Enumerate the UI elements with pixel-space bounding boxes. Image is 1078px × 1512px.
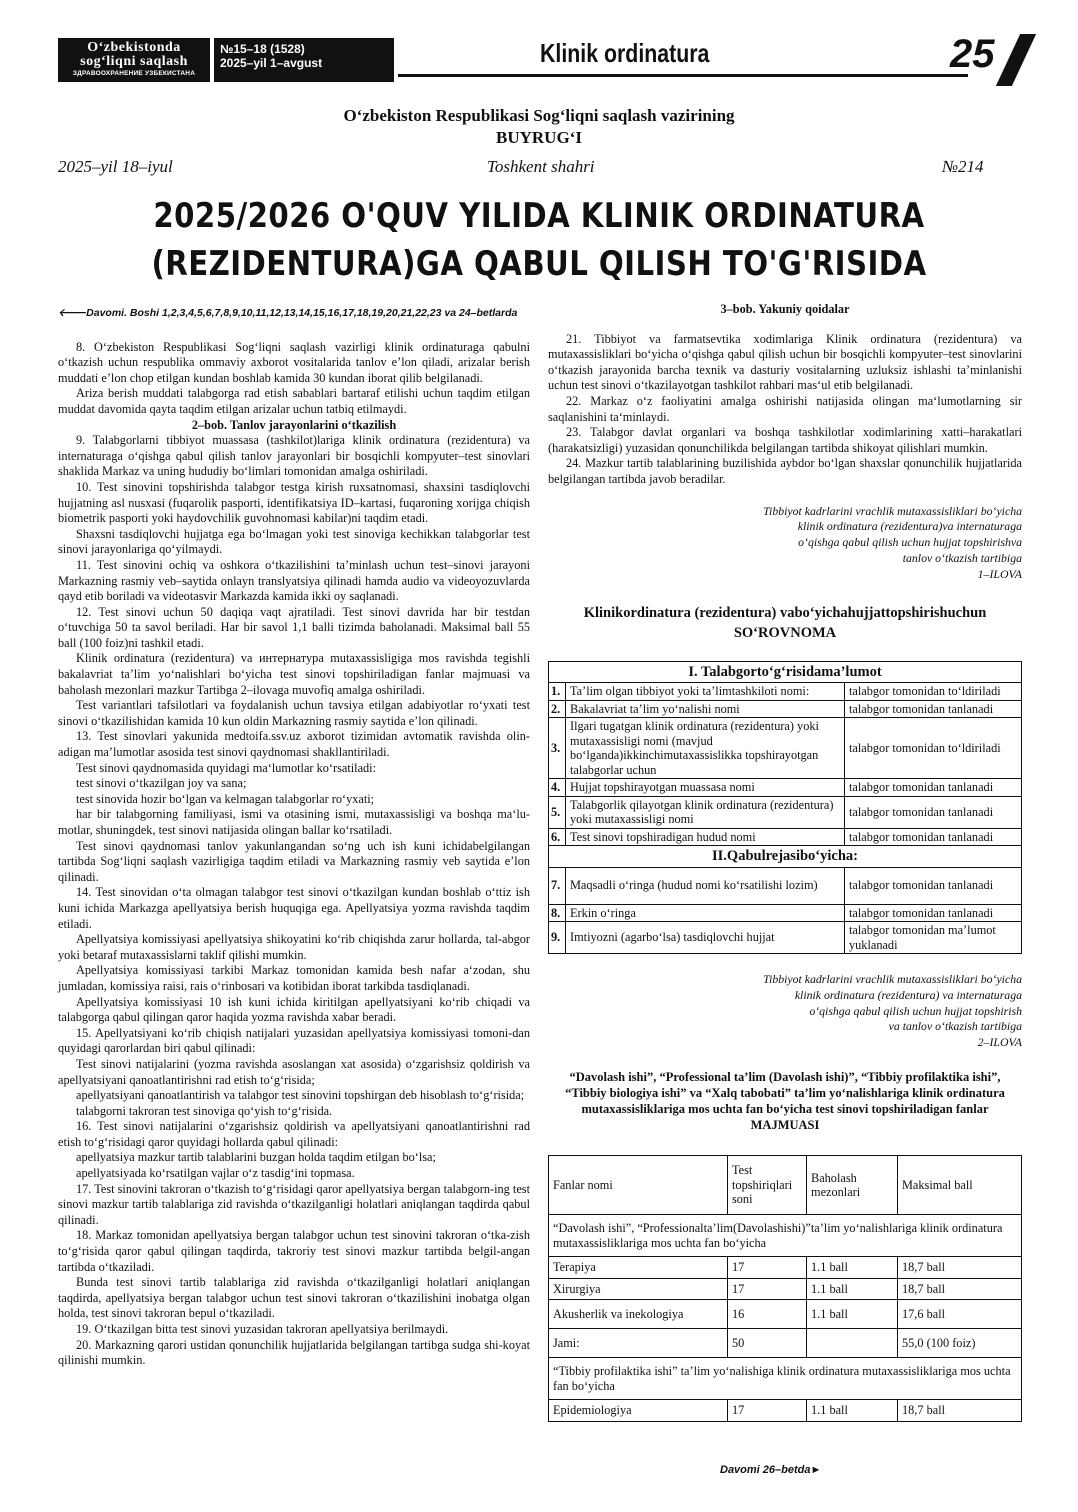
annex-caption-line: va tanlov o‘tkazish tartibiga [888, 1019, 1022, 1034]
subjects-cell-criteria: 1.1 ball [807, 1400, 898, 1422]
left-paragraph: test sinovida hozir bo‘lgan va kelmagan talabgorlar ro‘yxati; [76, 791, 375, 806]
annex-caption-line: klinik ordinatura (rezidentura) va internaturaga [794, 987, 1022, 1002]
row-number: 1. [549, 683, 566, 701]
left-paragraph: 17. Test sinovini takroran o‘tkazish to‘g‘risidagi qaror apellyatsiya bergan talabgorn-ing test sinovi mazkur tartib talablariga zid ravishda o‘tkazilganligi holatlari aniqlangan taqdirda qabul qilinadi. [58, 1181, 530, 1227]
left-paragraph: Bunda test sinovi tartib talablariga zid ravishda o‘tkazilganligi holatlari aniqlangan taqdirda, apellyatsiya bergan talabgor uchun test sinovi takroran o‘tkazilishini inobatga olgan holda, test sinovi takroran bepul o‘tkaziladi. [58, 1275, 530, 1321]
main-title-line-2: (REZIDENTURA)GA QABUL QILISH TO'G'RISIDA [151, 244, 927, 284]
form-row [549, 828, 1022, 846]
left-paragraph: 16. Test sinovi natijalarini o‘zgarishsiz qoldirish va apellyatsiyani qanoatlantirishni rad etish to‘g‘risidagi qaror quyidagi hollarda qabul qilinadi: [58, 1119, 530, 1149]
annex-caption-line: klinik ordinatura (rezidentura)va internaturaga [797, 519, 1022, 534]
application-form-table [548, 661, 1022, 955]
subjects-table [548, 1155, 1022, 1422]
chapter-2-body [58, 433, 530, 1369]
form-row [549, 718, 1022, 779]
annex-2-caption [548, 972, 1022, 1051]
row-number: 4. [549, 779, 566, 797]
masthead [58, 32, 1020, 84]
row-value: talabgor tomonidan to‘ldiriladi [845, 718, 1022, 779]
subjects-cell-count: 50 [728, 1329, 807, 1358]
row-number: 8. [549, 904, 566, 922]
main-title-line-1: 2025/2026 O'QUV YILIDA KLINIK ORDINATURA [153, 196, 925, 236]
left-paragraph: 11. Test sinovini ochiq va oshkora o‘tkazilishini ta’minlash uchun test–sinovi jarayoni Markazning rasmiy veb–saytida onlayn translyatsiya qilinadi hamda audio va videoyozuvlarda qayd etib boriladi va videotasvir Markazda kamida ikki oy saqlanadi. [58, 557, 530, 604]
left-paragraph: 20. Markazning qarori ustidan qonunchilik hujjatlarida belgilangan tartibga sudga shi-koyat qilinishi mumkin. [58, 1337, 530, 1368]
subjects-cell-criteria: 1.1 ball [807, 1257, 898, 1279]
right-paragraph: 22. Markaz o‘z faoliyatini amalga oshirishi natijasida olingan ma‘lumotlarning sir saqlanishini ta‘minlaydi. [548, 393, 1022, 424]
form-row [549, 683, 1022, 701]
subjects-title-majmuasi: MAJMUASI [750, 1118, 820, 1132]
left-paragraph: talabgorni takroran test sinoviga qo‘yish to‘g‘risida. [76, 1103, 333, 1118]
subjects-group-row: “Davolash ishi”, “Professionalta’lim(Davolashishi)”ta’lim yo‘nalishlariga klinik ordinatura mutaxassisliklariga mos uchta fan bo‘yicha [549, 1215, 1022, 1257]
subjects-cell-name: Terapiya [549, 1257, 728, 1279]
left-paragraph: 12. Test sinovi uchun 50 daqiqa vaqt ajratiladi. Test sinovi davrida har bir testdan o‘tuvchiga 50 ta savol beriladi. Har bir savol 1,1 balli tizimda baholanadi. Maksimal ball 55 ball (100 foiz)ni tashkil etadi. [58, 604, 530, 650]
row-number: 2. [549, 700, 566, 718]
subjects-header-row [549, 1156, 1022, 1215]
left-paragraph: 14. Test sinovidan o‘ta olmagan talabgor test sinovi o‘tkazilgan kundan boshlab o‘ttiz ish kuni ichida Markazga apellyatsiya berish huquqiga ega. Apellyatsiya yozma ravishda taqdim etiladi. [58, 885, 530, 931]
row-value: talabgor tomonidan tanlanadi [845, 779, 1022, 797]
subjects-header-cell: Baholash mezonlari [807, 1156, 898, 1215]
left-paragraph: Apellyatsiya komissiyasi 10 ish kuni ichida kiritilgan apellyatsiyani ko‘rib chiqadi va talabgorga qabul qilingan qaror haqida yozma ravishda xabar beradi. [58, 994, 530, 1025]
page-number: 25 [950, 32, 995, 76]
subjects-cell-max: 18,7 ball [898, 1278, 1022, 1300]
left-paragraph: Test sinovi natijalarini (yozma ravishda asoslangan xat asosida) o‘zgarishsiz qoldirish va apellyatsiyani qanoatlantirishni rad etish to‘g‘risida; [58, 1056, 530, 1087]
chapter-3-heading: 3–bob. Yakuniy qoidalar [720, 302, 850, 316]
paragraph-8-note: Ariza berish muddati talabgorga rad etish sabablari bartaraf etilishi uchun taqdim etilgan muddat davomida qayta taqdim etilgan arizalar uchun tatbiq etilmaydi. [58, 386, 530, 416]
subjects-title-text: “Davolash ishi”, “Professional ta’lim (Davolash ishi)”, “Tibbiy profilaktika ishi”, “Tibbiy biologiya ishi” va “Xalq tabobati” ta’lim yo‘nalishlariga klinik ordinatura mutaxassisliklariga mos uchta fan bo‘yicha test sinovi topshiriladigan fanlar [565, 1070, 1005, 1116]
left-paragraph: apellyatsiya mazkur tartib talablarini buzgan holda taqdim etilgan bo‘lsa; [76, 1150, 436, 1165]
row-number: 5. [549, 796, 566, 828]
chapter-3-body [548, 332, 1022, 488]
row-label: Talabgorlik qilayotgan klinik ordinatura (rezidentura) yoki mutaxassisligi nomi [566, 796, 845, 828]
row-value: talabgor tomonidan tanlanadi [845, 796, 1022, 828]
right-paragraph: 21. Tibbiyot va farmatsevtika xodimlariga Klinik ordinatura (rezidentura) va mutaxassisliklari bo‘yicha o‘qishga qabul qilish uchun bir bosqichli kompyuter–test sinovlarini o‘tkazish jarayonida barcha texnik va dasturiy vositalarning uzluksiz ishlashi ta’minlanishi uchun test sinovi o‘tkazilayotgan tashkilot rahbari mas‘ul etib belgilanadi. [548, 331, 1022, 393]
left-paragraph: 15. Apellyatsiyani ko‘rib chiqish natijalari yuzasidan apellyatsiya komissiyasi tomoni-dan quyidagi qarorlardan biri qabul qilinadi: [58, 1025, 530, 1056]
form-section-2: II.Qabulrejasibo‘yicha: [549, 846, 1022, 868]
left-column [58, 306, 530, 1369]
subjects-group-row: “Tibbiy profilaktika ishi” ta’lim yo‘nalishiga klinik ordinatura mutaxassisliklariga mos uchta fan bo‘yicha [549, 1358, 1022, 1400]
subjects-cell-name: Jami: [549, 1329, 728, 1358]
paragraph-8: 8. O‘zbekiston Respublikasi Sog‘liqni saqlash vazirligi klinik ordinaturaga qabulni o‘tkazish uchun respublika ommaviy axborot vositalarida tanlov e’lon qiladi, arizalar berish muddati e’lon chop etilgan kundan boshlab kamida 30 kundan iborat qilib belgilanadi. [58, 339, 530, 385]
subjects-header-cell: Fanlar nomi [549, 1156, 728, 1215]
issue-number: №15–18 (1528) [220, 42, 305, 56]
subjects-cell-max: 18,7 ball [898, 1257, 1022, 1279]
continued-text: Davomi. Boshi 1,2,3,4,5,6,7,8,9,10,11,12,13,14,15,16,17,18,19,20,21,22,23 va 24–betlarda [86, 307, 518, 319]
annex-caption-line: Tibbiyot kadrlarini vrachlik mutaxassisliklari bo‘yicha [763, 503, 1022, 518]
row-number: 7. [549, 867, 566, 904]
row-value: talabgor tomonidan tanlanadi [845, 828, 1022, 846]
left-paragraph: Apellyatsiya komissiyasi apellyatsiya shikoyatini ko‘rib chiqishda zarur hollarda, tal-abgor yoki betaraf mutaxassislarni taklif qilishi mumkin. [58, 932, 530, 962]
logo-line-2: sog‘liqni saqlash [80, 54, 188, 69]
newspaper-logo [58, 38, 210, 82]
form-title-line-2: SO‘ROVNOMA [733, 624, 837, 641]
subjects-cell-count: 17 [728, 1257, 807, 1279]
subjects-cell-max: 55,0 (100 foiz) [898, 1329, 1022, 1358]
annex-caption-line: Tibbiyot kadrlarini vrachlik mutaxassisliklari bo‘yicha [763, 972, 1022, 987]
subjects-cell-criteria [807, 1329, 898, 1358]
form-section-1: I. Talabgorto‘g‘risidama’lumot [549, 661, 1022, 683]
row-label: Test sinovi topshiradigan hudud nomi [566, 828, 845, 846]
right-paragraph: 24. Mazkur tartib talablarining buzilishida aybdor bo‘lgan shaxslar qonunchilik hujjatlarida belgilangan tartibda javob beradilar. [548, 456, 1022, 486]
left-paragraph: Test sinovi qaydnomasi tanlov yakunlangandan so‘ng uch ish kuni ichidabelgilangan tartibda Sog‘liqni saqlash vazirligiga taqdim etiladi va Markazning rasmiy veb saytida e’lon qilinadi. [58, 838, 530, 884]
left-paragraph: apellyatsiyani qanoatlantirish va talabgor test sinovini topshirgan deb hisoblash to‘g‘risida; [76, 1088, 525, 1103]
form-row [549, 867, 1022, 904]
annex-caption-line: 1–ILOVA [977, 566, 1022, 581]
ministry-line: O‘zbekiston Respublikasi Sog‘liqni saqlash vazirining [343, 106, 735, 125]
row-label: Hujjat topshirayotgan muassasa nomi [566, 779, 845, 797]
subjects-header-cell: Maksimal ball [898, 1156, 1022, 1215]
left-paragraph: 13. Test sinovlari yakunida medtoifa.ssv.uz axborot tizimidan avtomatik ravishda olin-adigan ma’lumotlar asosida test sinovi qaydnomasi shakllantiriladi. [58, 729, 530, 760]
row-value: talabgor tomonidan ma’lumot yuklanadi [845, 922, 1022, 954]
subjects-row [549, 1257, 1022, 1279]
subjects-cell-max: 17,6 ball [898, 1300, 1022, 1329]
section-title: Klinik ordinatura [540, 38, 710, 68]
row-label: Ilgari tugatgan klinik ordinatura (rezidentura) yoki mutaxassisligi nomi (mavjud bo‘lganda)ikkinchimutaxassislikka topshirayotgan talabgorlar uchun [566, 718, 845, 779]
left-paragraph: 9. Talabgorlarni tibbiyot muassasa (tashkilot)lariga klinik ordinatura (rezidentura) va internaturaga o‘qishga qabul qilish tanlov jarayonlari bir bosqichli kompyuter–test sinovlari shaklida Markaz va uning hududiy bo‘limlari tomonidan amalga oshiriladi. [58, 433, 530, 479]
right-column [548, 302, 1022, 1422]
order-date: 2025–yil 18–iyul [58, 157, 173, 176]
next-page-note: Davomi 26–betda► [720, 1464, 822, 1476]
form-title-line-1: Klinikordinatura (rezidentura) vabo‘yichahujjattopshirishuchun [583, 604, 987, 621]
row-label: Erkin o‘ringa [566, 904, 845, 922]
right-paragraph: 23. Talabgor davlat organlari va boshqa tashkilotlar xodimlarining xatti–harakatlari (harakatsizligi) yuzasidan qonunchilikda belgilangan tartibda shikoyat qilishlari mumkin. [548, 425, 1022, 455]
left-paragraph: Klinik ordinatura (rezidentura) va интернатура mutaxassisligiga mos ravishda tegishli bakalavriat ta’lim yo‘nalishlari bo‘yicha test sinovi topshiriladigan fanlar majmuasi va baholash mezonlari mazkur Tartibga 2–ilovaga muvofiq amalga oshiriladi. [58, 651, 530, 697]
form-row [549, 796, 1022, 828]
subjects-cell-name: Xirurgiya [549, 1278, 728, 1300]
subjects-cell-count: 17 [728, 1278, 807, 1300]
left-paragraph: 19. O‘tkazilgan bitta test sinovi yuzasidan takroran apellyatsiya berilmaydi. [76, 1322, 449, 1336]
order-number: №214 [942, 157, 984, 176]
left-paragraph: Test sinovi qaydnomasida quyidagi ma‘lumotlar ko‘rsatiladi: [76, 760, 377, 775]
row-label: Maqsadli o‘ringa (hudud nomi ko‘rsatilishi lozim) [566, 867, 845, 904]
form-title [548, 603, 1022, 643]
issue-date: 2025–yil 1–avgust [220, 56, 323, 70]
subjects-row [549, 1300, 1022, 1329]
row-value: talabgor tomonidan to‘ldiriladi [845, 683, 1022, 701]
subjects-cell-criteria: 1.1 ball [807, 1278, 898, 1300]
issue-info [214, 38, 394, 82]
subjects-row [549, 1329, 1022, 1358]
subjects-row [549, 1400, 1022, 1422]
row-label: Ta’lim olgan tibbiyot yoki ta’limtashkiloti nomi: [566, 683, 845, 701]
row-number: 6. [549, 828, 566, 846]
form-row [549, 904, 1022, 922]
continued-note: 🡐Davomi. Boshi 1,2,3,4,5,6,7,8,9,10,11,12,13,14,15,16,17,18,19,20,21,22,23 va 24–betlarda [58, 307, 518, 319]
left-paragraph: Apellyatsiya komissiyasi tarkibi Markaz tomonidan kamida besh nafar a‘zodan, shu jumladan, komissiya raisi, rais o‘rinbosari va kotibidan iborat tarkibda tasdiqlanadi. [58, 963, 530, 993]
left-paragraph: Test variantlari tafsilotlari va foydalanish uchun tavsiya etilgan adabiyotlar ro‘yxati test sinovi o‘tkazilishidan kamida 10 kun oldin Markazning rasmiy saytida e’lon qilinadi. [58, 698, 530, 728]
left-paragraph: 10. Test sinovini topshirishda talabgor testga kirish ruxsatnomasi, shaxsini tasdiqlovchi hujjatning asl nusxasi (fuqarolik pasporti, identifikatsiya ID–kartasi, fuqaroning xorijga chiqish biometrik pasporti yoki haydovchilik guvohnomasi kabilar)ni taqdim etadi. [58, 479, 530, 526]
order-city: Toshkent shahri [487, 157, 595, 176]
annex-1-caption [548, 504, 1022, 583]
subjects-row [549, 1278, 1022, 1300]
left-paragraph: apellyatsiyada ko‘rsatilgan vajlar o‘z tasdig‘ini topmasa. [76, 1166, 355, 1181]
row-number: 9. [549, 922, 566, 954]
page-slash-decoration [996, 34, 1036, 86]
left-paragraph: Shaxsni tasdiqlovchi hujjatga ega bo‘lmagan yoki test sinoviga kechikkan talabgorlar test sinovi jarayonlariga qo‘yilmaydi. [58, 526, 530, 557]
row-number: 3. [549, 718, 566, 779]
logo-line-3: ЗДРАВООХРАНЕНИЕ УЗБЕКИСТАНА [72, 70, 196, 77]
subjects-cell-max: 18,7 ball [898, 1400, 1022, 1422]
left-paragraph: 18. Markaz tomonidan apellyatsiya bergan talabgor uchun test sinovini takroran o‘tka-zish to‘g‘risida qaror qabul qilingan taqdirda, takroriy test sinovi mazkur tartibda belgil-angan tartibda o‘tkaziladi. [58, 1228, 530, 1274]
subjects-cell-criteria: 1.1 ball [807, 1300, 898, 1329]
subjects-cell-count: 16 [728, 1300, 807, 1329]
form-row [549, 779, 1022, 797]
row-value: talabgor tomonidan tanlanadi [845, 700, 1022, 718]
subjects-header-cell: Test topshiriqlari soni [728, 1156, 807, 1215]
subjects-title [548, 1069, 1022, 1133]
subjects-cell-count: 17 [728, 1400, 807, 1422]
form-row [549, 700, 1022, 718]
form-row [549, 922, 1022, 954]
annex-caption-line: o‘qishga qabul qilish uchun hujjat topshirish [809, 1003, 1022, 1018]
row-value: talabgor tomonidan tanlanadi [845, 867, 1022, 904]
annex-caption-line: tanlov o‘tkazish tartibiga [902, 550, 1022, 565]
annex-caption-line: o‘qishga qabul qilish uchun hujjat topshirishva [798, 535, 1022, 550]
order-label: BUYRUG‘I [496, 128, 582, 147]
header-rule [398, 74, 968, 77]
subjects-cell-name: Epidemiologiya [549, 1400, 728, 1422]
chapter-2-heading: 2–bob. Tanlov jarayonlarini o‘tkazilish [191, 417, 397, 432]
row-value: talabgor tomonidan tanlanadi [845, 904, 1022, 922]
row-label: Imtiyozni (agarbo‘lsa) tasdiqlovchi hujjat [566, 922, 845, 954]
logo-line-1: O‘zbekistonda [87, 40, 181, 55]
row-label: Bakalavriat ta’lim yo‘nalishi nomi [566, 700, 845, 718]
subjects-cell-name: Akusherlik va inekologiya [549, 1300, 728, 1329]
left-paragraph: har bir talabgorning familiyasi, ismi va otasining ismi, mutaxassisligi va boshqa ma‘lu-motlar, shuningdek, test sinovi natijasida olingan ballar ko‘rsatiladi. [58, 807, 530, 837]
left-paragraph: test sinovi o‘tkazilgan joy va sana; [76, 776, 247, 791]
annex-caption-line: 2–ILOVA [977, 1035, 1022, 1050]
